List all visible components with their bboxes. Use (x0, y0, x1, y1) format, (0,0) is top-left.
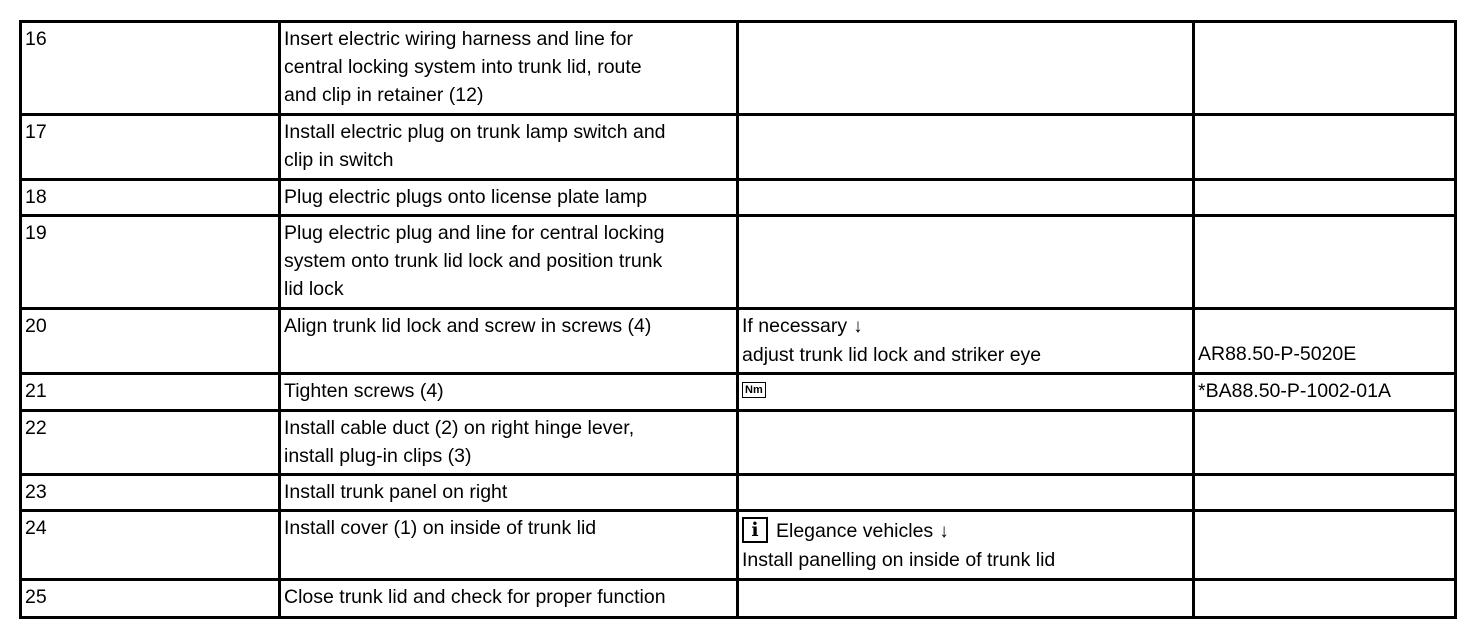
note-line (742, 517, 1188, 546)
step-reference (1194, 115, 1456, 180)
step-text-line: lid lock (284, 278, 344, 300)
note-condition: Elegance vehicles (776, 520, 934, 542)
step-reference (1194, 475, 1456, 511)
table-row (21, 180, 1456, 216)
step-text (280, 580, 738, 618)
table-row (21, 216, 1456, 309)
step-text (280, 180, 738, 216)
step-note (738, 115, 1194, 180)
step-text-line: Install cable duct (2) on right hinge lever, (284, 417, 635, 439)
step-text (280, 115, 738, 180)
reference-link[interactable]: *BA88.50-P-1002-01A (1198, 380, 1391, 402)
step-text-line: Insert electric wiring harness and line for (284, 28, 633, 50)
note-line[interactable]: Install panelling on inside of trunk lid (742, 549, 1056, 571)
step-reference (1194, 22, 1456, 115)
note-line[interactable]: adjust trunk lid lock and striker eye (742, 344, 1042, 366)
step-text (280, 309, 738, 374)
step-text-line: Install electric plug on trunk lamp switch and (284, 121, 666, 143)
step-number: 23 (21, 475, 280, 511)
step-note (738, 475, 1194, 511)
step-reference (1194, 511, 1456, 580)
step-number: 22 (21, 411, 280, 475)
step-note (738, 216, 1194, 309)
step-note (738, 309, 1194, 374)
step-note (738, 180, 1194, 216)
step-text (280, 411, 738, 475)
step-number: 25 (21, 580, 280, 618)
step-text-line: Plug electric plugs onto license plate lamp (284, 186, 648, 208)
step-reference (1194, 180, 1456, 216)
arrow-down-icon: ↓ (853, 316, 863, 337)
table-row (21, 115, 1456, 180)
step-text-line: Align trunk lid lock and screw in screws (4) (284, 315, 652, 337)
step-number: 20 (21, 309, 280, 374)
step-note (738, 22, 1194, 115)
step-text-line: and clip in retainer (12) (284, 84, 484, 106)
table-row (21, 580, 1456, 618)
step-reference (1194, 309, 1456, 374)
step-text-line: Install trunk panel on right (284, 481, 508, 503)
table-row (21, 22, 1456, 115)
step-number: 18 (21, 180, 280, 216)
note-condition: If necessary (742, 315, 848, 337)
step-text (280, 511, 738, 580)
step-text-line: Tighten screws (4) (284, 380, 444, 402)
step-text (280, 475, 738, 511)
step-text (280, 22, 738, 115)
info-icon[interactable]: i (742, 517, 768, 543)
step-text (280, 216, 738, 309)
table-row (21, 511, 1456, 580)
table-row (21, 475, 1456, 511)
step-text-line: install plug-in clips (3) (284, 445, 472, 467)
step-text-line: Close trunk lid and check for proper function (284, 586, 666, 608)
step-reference (1194, 411, 1456, 475)
table-row (21, 411, 1456, 475)
step-number: 17 (21, 115, 280, 180)
step-text-line: Install cover (1) on inside of trunk lid (284, 517, 597, 539)
step-number: 19 (21, 216, 280, 309)
torque-nm-icon[interactable]: Nm (742, 382, 766, 398)
arrow-down-icon: ↓ (939, 521, 949, 542)
procedure-table (19, 20, 1457, 619)
step-number: 24 (21, 511, 280, 580)
step-text (280, 374, 738, 411)
step-note (738, 580, 1194, 618)
step-text-line: system onto trunk lid lock and position trunk (284, 250, 663, 272)
step-number: 16 (21, 22, 280, 115)
step-note (738, 411, 1194, 475)
table-row (21, 309, 1456, 374)
step-note (738, 374, 1194, 411)
step-text-line: clip in switch (284, 149, 394, 171)
reference-link[interactable]: AR88.50-P-5020E (1198, 343, 1357, 365)
step-reference (1194, 216, 1456, 309)
step-reference (1194, 580, 1456, 618)
note-line (742, 312, 1188, 341)
step-note (738, 511, 1194, 580)
step-number: 21 (21, 374, 280, 411)
step-text-line: central locking system into trunk lid, route (284, 56, 642, 78)
table-row (21, 374, 1456, 411)
step-reference (1194, 374, 1456, 411)
step-text-line: Plug electric plug and line for central locking (284, 222, 665, 244)
